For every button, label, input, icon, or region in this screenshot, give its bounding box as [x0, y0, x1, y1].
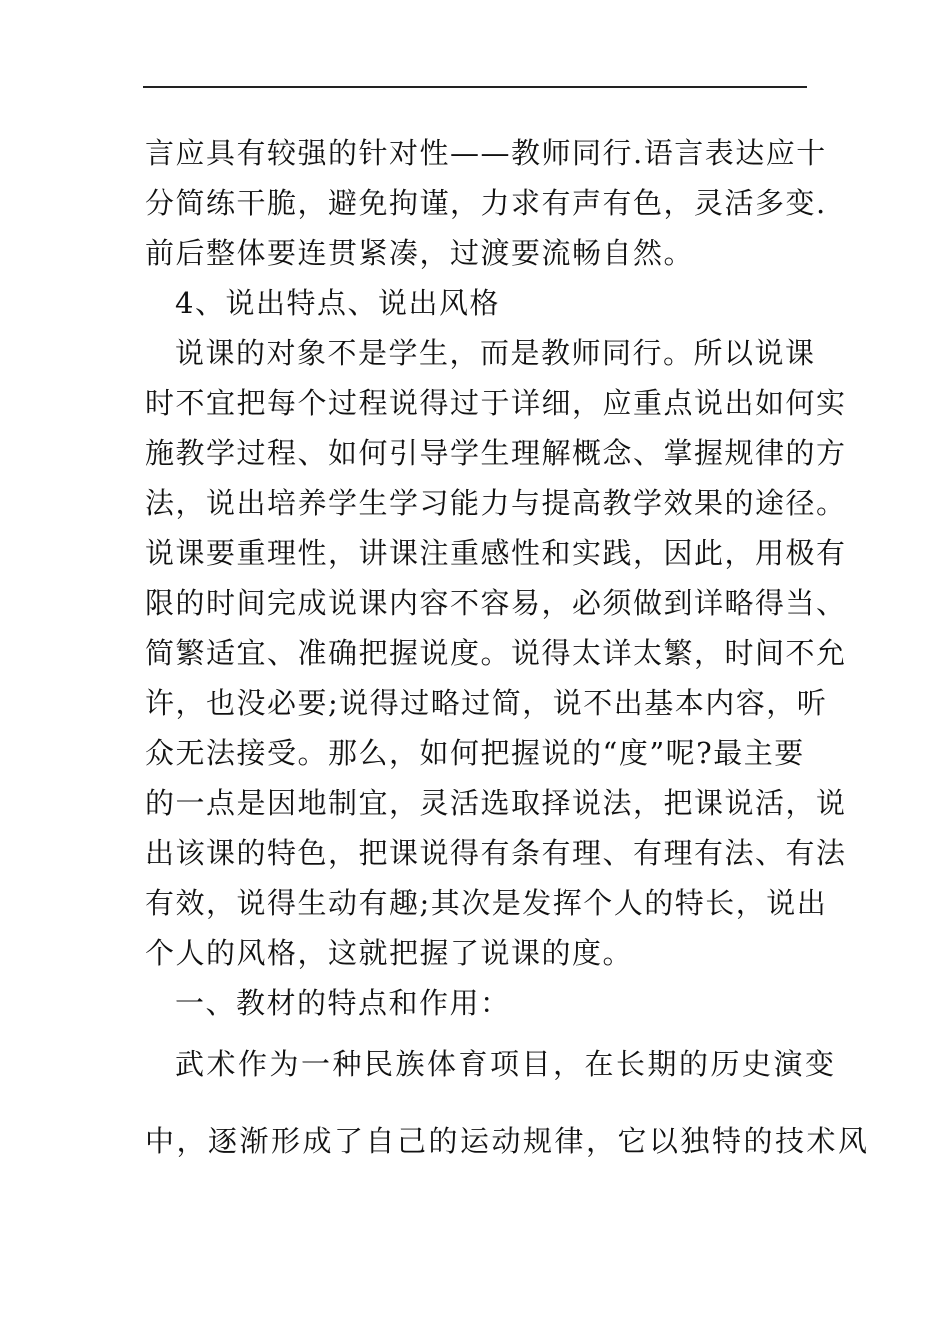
body-line: 时不宜把每个过程说得过于详细，应重点说出如何实 — [145, 386, 847, 420]
body-line: 个人的风格，这就把握了说课的度。 — [145, 936, 634, 970]
body-line: 出该课的特色，把课说得有条有理、有理有法、有法 — [145, 836, 847, 870]
body-line: 限的时间完成说课内容不容易，必须做到详略得当、 — [145, 586, 847, 620]
body-line: 言应具有较强的针对性——教师同行.语言表达应十 — [145, 136, 827, 170]
body-line: 前后整体要连贯紧凑，过渡要流畅自然。 — [145, 236, 695, 270]
body-line: 的一点是因地制宜，灵活选取择说法，把课说活，说 — [145, 786, 847, 820]
body-line: 有效，说得生动有趣;其次是发挥个人的特长，说出 — [145, 886, 828, 920]
body-line: 施教学过程、如何引导学生理解概念、掌握规律的方 — [145, 436, 847, 470]
body-line: 许，也没必要;说得过略过简，说不出基本内容，听 — [145, 686, 828, 720]
body-line: 中，逐渐形成了自己的运动规律，它以独特的技术风 — [145, 1124, 870, 1158]
body-line: 分简练干脆，避免拘谨，力求有声有色，灵活多变. — [145, 186, 827, 220]
body-line: 法，说出培养学生学习能力与提高教学效果的途径。 — [145, 486, 847, 520]
header-rule — [143, 86, 807, 88]
body-line: 众无法接受。那么，如何把握说的“度”呢?最主要 — [145, 736, 805, 770]
body-line: 说课的对象不是学生，而是教师同行。所以说课 — [175, 336, 816, 370]
body-line: 简繁适宜、准确把握说度。说得太详太繁，时间不允 — [145, 636, 847, 670]
section-heading: 4、说出特点、说出风格 — [175, 286, 500, 320]
body-line: 武术作为一种民族体育项目，在长期的历史演变 — [175, 1047, 837, 1081]
section-heading: 一、教材的特点和作用： — [175, 986, 511, 1020]
body-line: 说课要重理性，讲课注重感性和实践，因此，用极有 — [145, 536, 847, 570]
